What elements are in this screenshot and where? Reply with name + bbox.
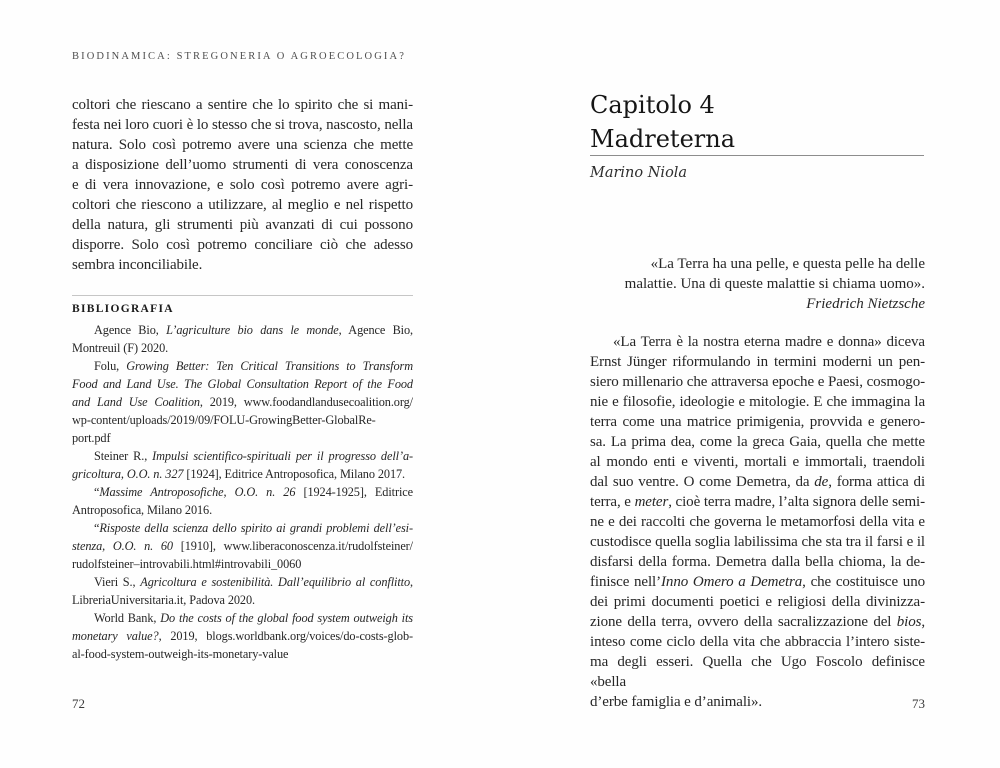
text-line: coltori che riescono a utilizzare, al meglio e nel rispetto <box>72 197 413 213</box>
text-line: al-food-system-outweigh-its-monetary-value <box>72 647 289 661</box>
text-line: “Massime Antroposofiche, O.O. n. 26 [1924-1925], Editrice <box>94 485 414 499</box>
chapter-divider <box>590 155 924 156</box>
chapter-label: Capitolo 4 <box>590 91 715 119</box>
text-line: gricoltura, O.O. n. 327 [1924], Editrice Antroposofica, Milano 2017. <box>72 467 406 481</box>
text-line: Antroposofica, Milano 2016. <box>72 503 213 517</box>
body-paragraph <box>72 95 413 275</box>
text-line: Agence Bio, L’agriculture bio dans le monde, Agence Bio, <box>94 323 414 337</box>
text-line: dal suo ventre. O come Demetra, da de, forma attica di <box>590 474 926 490</box>
running-header: BIODINAMICA: STREGONERIA O AGROECOLOGIA? <box>72 51 406 62</box>
text-line: and Land Use Coalition, 2019, www.foodandlandusecoalition.org/ <box>72 395 413 409</box>
text-line: sembra inconciliabile. <box>72 257 203 273</box>
text-line: nie e filosofie, ideologie e mitologie. E che immagina la <box>590 394 925 410</box>
text-line: port.pdf <box>72 431 111 445</box>
bibliography-entry <box>72 573 413 609</box>
text-line: zione della terra, ovvero della sacralizzazione del bios, <box>590 614 925 630</box>
text-line: dei primi documenti poetici e religiosi della divinizza- <box>590 594 925 610</box>
text-line: «La Terra ha una pelle, e questa pelle ha delle <box>650 256 925 272</box>
bibliography-divider <box>72 295 413 296</box>
text-line: finisce nell’Inno Omero a Demetra, che costituisce uno <box>590 574 926 590</box>
text-line: «La Terra è la nostra eterna madre e donna» diceva <box>613 334 925 350</box>
bibliography-entry <box>72 609 413 663</box>
text-line: rudolfsteiner–introvabili.html#introvabili_0060 <box>72 557 302 571</box>
text-line: e di vera innovazione, e solo così potremo avere agri- <box>72 177 413 193</box>
text-line: della natura, gli strumenti più avanzati di cui possono <box>72 217 413 233</box>
text-line: disfarsi della forma. Demetra dalla bella chioma, la de- <box>590 554 925 570</box>
text-line: LibreriaUniversitaria.it, Padova 2020. <box>72 593 255 607</box>
text-line: festa nei loro cuori è lo stesso che si trova, nascosto, nella <box>72 117 413 133</box>
text-line: wp-content/uploads/2019/09/FOLU-GrowingBetter-GlobalRe- <box>72 413 376 427</box>
text-line: Vieri S., Agricoltura e sostenibilità. Dall’equilibrio al conflitto, <box>94 575 413 589</box>
text-line: al mondo enti e viventi, mortali e immortali, traendoli <box>590 454 925 470</box>
text-line: Montreuil (F) 2020. <box>72 341 169 355</box>
text-line: Folu, Growing Better: Ten Critical Transitions to Transform <box>94 359 413 373</box>
bibliography-entry <box>72 483 413 519</box>
bibliography-entry <box>72 447 413 483</box>
text-line: Food and Land Use. The Global Consultation Report of the Food <box>72 377 413 391</box>
bibliography-entry <box>72 519 413 573</box>
epigraph <box>590 254 925 314</box>
text-line: malattie. Una di queste malattie si chiama uomo». <box>624 276 925 292</box>
text-line: siero millenario che attraversa epoche e Paesi, cosmogo- <box>590 374 925 390</box>
body-paragraph <box>590 332 925 712</box>
text-line: sa. La prima dea, come la greca Gaia, quella che mette <box>590 434 925 450</box>
text-line: natura. Solo così potremo avere una scienza che mette <box>72 137 413 153</box>
text-line: custodisce quella soglia labilissima che sta tra il farsi e il <box>590 534 925 550</box>
text-line: terra come una matrice primigenia, provvida e genero- <box>590 414 925 430</box>
text-line: terra, e meter, cioè terra madre, l’alta signora delle semi- <box>590 494 926 510</box>
bibliography-heading: BIBLIOGRAFIA <box>72 303 174 315</box>
author-byline: Marino Niola <box>590 165 688 181</box>
chapter-heading <box>590 88 925 156</box>
page-number: 72 <box>72 696 85 711</box>
text-line: Steiner R., Impulsi scientifico-spirituali per il progresso dell’a- <box>94 449 413 463</box>
bibliography-list <box>72 321 413 663</box>
text-line: “Risposte della scienza dello spirito ai grandi problemi dell’esi- <box>94 521 413 535</box>
text-line: Friedrich Nietzsche <box>806 296 925 312</box>
text-line: Ernst Jünger riformulando in termini moderni un pen- <box>590 354 925 370</box>
page-number: 73 <box>912 696 925 711</box>
text-line: ma degli esseri. Quella che Ugo Foscolo definisce «bella <box>590 654 925 690</box>
text-line: disporre. Solo così potremo conciliare ciò che adesso <box>72 237 413 253</box>
text-line: inteso come ciclo della vita che abbraccia l’intero siste- <box>590 634 925 650</box>
text-line: a disposizione dell’uomo strumenti di vera conoscenza <box>72 157 413 173</box>
text-line: monetary value?, 2019, blogs.worldbank.org/voices/do-costs-glob- <box>72 629 413 643</box>
text-line: World Bank, Do the costs of the global food system outweigh its <box>94 611 413 625</box>
text-line: coltori che riescano a sentire che lo spirito che si mani- <box>72 97 413 113</box>
chapter-title: Madreterna <box>590 125 736 153</box>
text-line: ne e dei raccolti che governa le metamorfosi della vita e <box>590 514 925 530</box>
text-line: stenza, O.O. n. 60 [1910], www.liberaconoscenza.it/rudolfsteiner/ <box>72 539 413 553</box>
text-line: d’erbe famiglia e d’animali». <box>590 694 763 710</box>
bibliography-entry <box>72 357 413 447</box>
bibliography-entry <box>72 321 413 357</box>
